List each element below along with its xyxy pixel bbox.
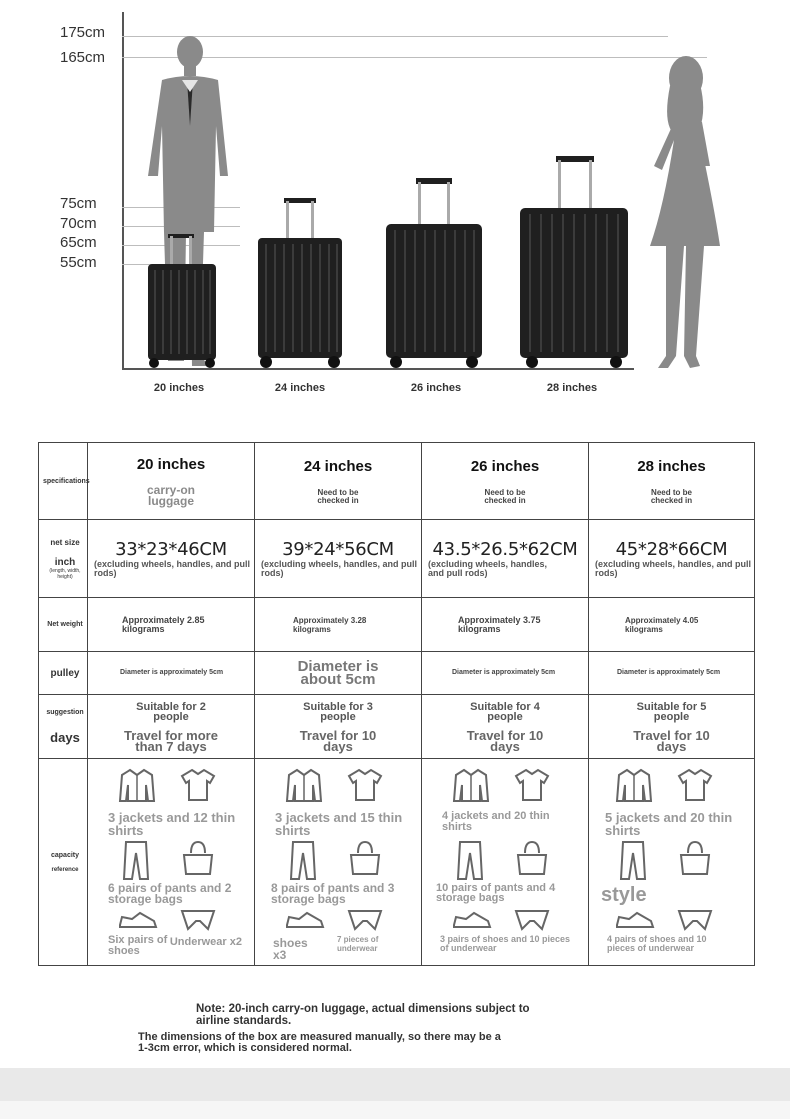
- height-label-55: 55cm: [60, 254, 97, 271]
- days-20: Travel for more than 7 days: [124, 727, 218, 754]
- shirt-icon: [677, 767, 713, 803]
- label-specifications: specifications: [39, 443, 88, 520]
- note-carry-on: Note: 20-inch carry-on luggage, actual dimensions subject to airline standards.: [196, 1003, 530, 1027]
- shoe-icon: [118, 909, 158, 931]
- sub-28: Need to be checked in: [650, 487, 693, 505]
- height-label-175: 175cm: [60, 24, 106, 41]
- col-20-header: [88, 443, 255, 520]
- suggestion-row: [39, 695, 755, 759]
- people-26: Suitable for 4 people: [470, 700, 540, 723]
- jacket-icon: [452, 767, 490, 805]
- label-reference: reference: [51, 866, 79, 873]
- net-size-text: net size: [50, 537, 80, 547]
- weight-26: Approximately 3.75 kilograms: [458, 614, 541, 634]
- label-net-size: [39, 520, 88, 598]
- label-days: days: [50, 729, 80, 745]
- label-capacity-cell: [39, 759, 88, 966]
- label-pulley: pulley: [39, 652, 88, 695]
- dims-20: 33*23*46CM: [115, 539, 227, 560]
- lwh-text: (length, width, height): [49, 567, 81, 580]
- dims-28-cell: [589, 520, 755, 598]
- bag-icon: [514, 839, 550, 877]
- label-suggestion: suggestion: [46, 708, 84, 716]
- shoe-icon: [285, 909, 325, 931]
- pulley-row: [39, 652, 755, 695]
- size-20: 20 inches: [136, 455, 206, 473]
- suggest-28: [589, 695, 755, 759]
- suggest-26: [422, 695, 589, 759]
- pants-icon: [122, 839, 150, 881]
- jacket-icon: [615, 767, 653, 805]
- label-capacity: capacity: [50, 851, 80, 859]
- height-label-75: 75cm: [60, 195, 97, 212]
- bag-icon: [180, 839, 216, 877]
- sub-24: Need to be checked in: [317, 487, 359, 505]
- shirt-icon: [180, 767, 216, 803]
- col-28-header: [589, 443, 755, 520]
- inch-text: inch: [54, 556, 76, 568]
- people-24: Suitable for 3 people: [303, 700, 373, 723]
- spec-header-row: [39, 443, 755, 520]
- dims-24-cell: [255, 520, 422, 598]
- dims-20-cell: [88, 520, 255, 598]
- underwear-icon: [514, 907, 550, 933]
- bag-icon: [347, 839, 383, 877]
- weight-24: Approximately 3.28 kilograms: [293, 615, 367, 634]
- excl-26: (excluding wheels, handles, and pull rods): [428, 559, 548, 578]
- label-net-weight: Net weight: [39, 598, 88, 652]
- cap-c1-20: Six pairs of shoes: [108, 934, 168, 957]
- underwear-icon: [180, 907, 216, 933]
- jacket-icon: [118, 767, 156, 805]
- note-measurement: The dimensions of the box are measured manually, so there may be a 1-3cm error, which is considered normal.: [138, 1031, 501, 1054]
- size-26: 26 inches: [470, 457, 540, 475]
- cap-c1-26: 3 pairs of shoes and 10 pieces of underwear: [440, 934, 571, 953]
- cap-b-28: style: [601, 884, 647, 906]
- people-28: Suitable for 5 people: [636, 700, 707, 723]
- caption-24: 24 inches: [274, 382, 326, 394]
- pulley-24: Diameter is about 5cm: [297, 658, 379, 688]
- cap-c2-20: Underwear x2: [169, 936, 242, 948]
- pants-icon: [289, 839, 317, 881]
- cap-c1-28: 4 pairs of shoes and 10 pieces of underwear: [607, 934, 707, 953]
- net-size-row: [39, 520, 755, 598]
- capacity-24: [255, 759, 422, 966]
- excl-20: (excluding wheels, handles, and pull rods): [94, 559, 251, 578]
- underwear-icon: [347, 907, 383, 933]
- caption-20: 20 inches: [153, 382, 205, 394]
- weight-row: [39, 598, 755, 652]
- dims-24: 39*24*56CM: [282, 539, 394, 560]
- cap-a-20: 3 jackets and 12 thin shirts: [108, 810, 236, 838]
- days-26: Travel for 10 days: [466, 727, 544, 754]
- capacity-row: [39, 759, 755, 966]
- sub-26: Need to be checked in: [484, 487, 526, 505]
- pulley-26: Diameter is approximately 5cm: [452, 669, 556, 676]
- pulley-28: Diameter is approximately 5cm: [617, 669, 721, 676]
- cap-a-24: 3 jackets and 15 thin shirts: [275, 810, 403, 838]
- suggest-24: [255, 695, 422, 759]
- excl-28: (excluding wheels, handles, and pull rods): [595, 559, 752, 578]
- col-24-header: [255, 443, 422, 520]
- height-label-165: 165cm: [60, 49, 106, 66]
- jacket-icon: [285, 767, 323, 805]
- cap-a-26: 4 jackets and 20 thin shirts: [442, 810, 550, 833]
- size-24: 24 inches: [303, 457, 373, 475]
- suitcase-20: [140, 228, 224, 370]
- suitcase-28: [516, 154, 632, 370]
- sub-20: carry-on luggage: [146, 482, 196, 508]
- y-axis: [122, 12, 124, 370]
- people-20: Suitable for 2 people: [136, 700, 206, 723]
- suitcase-26: [382, 176, 486, 370]
- height-label-65: 65cm: [60, 234, 97, 251]
- shoe-icon: [615, 909, 655, 931]
- spec-table: [38, 442, 755, 966]
- pulley-20: Diameter is approximately 5cm: [120, 669, 224, 676]
- weight-20: Approximately 2.85 kilograms: [122, 614, 205, 634]
- pants-icon: [456, 839, 484, 881]
- dims-26-cell: [422, 520, 589, 598]
- suitcase-24: [252, 196, 348, 370]
- height-label-70: 70cm: [60, 215, 97, 232]
- cap-b-24: 8 pairs of pants and 3 storage bags: [271, 881, 395, 906]
- bag-icon: [677, 839, 713, 877]
- days-24: Travel for 10 days: [299, 727, 377, 754]
- shirt-icon: [347, 767, 383, 803]
- shoe-icon: [452, 909, 492, 931]
- suggest-20: [88, 695, 255, 759]
- capacity-26: [422, 759, 589, 966]
- excl-24: (excluding wheels, handles, and pull rods): [261, 559, 418, 578]
- weight-28: Approximately 4.05 kilograms: [625, 615, 699, 634]
- capacity-20: [88, 759, 255, 966]
- cap-c1-24: shoes x3: [273, 936, 308, 962]
- dims-26: 43.5*26.5*62CM: [432, 539, 578, 560]
- bottom-band: [0, 1068, 790, 1102]
- cap-a-28: 5 jackets and 20 thin shirts: [605, 810, 733, 838]
- cap-c2-24: 7 pieces of underwear: [337, 935, 379, 953]
- caption-26: 26 inches: [410, 382, 462, 394]
- size-28: 28 inches: [637, 457, 706, 475]
- cap-b-20: 6 pairs of pants and 2 storage bags: [108, 881, 232, 906]
- pants-icon: [619, 839, 647, 881]
- underwear-icon: [677, 907, 713, 933]
- bottom-strip: [0, 1101, 790, 1119]
- cap-b-26: 10 pairs of pants and 4 storage bags: [436, 882, 556, 904]
- shirt-icon: [514, 767, 550, 803]
- capacity-28: [589, 759, 755, 966]
- dims-28: 45*28*66CM: [615, 539, 728, 560]
- col-26-header: [422, 443, 589, 520]
- label-suggestion-cell: [39, 695, 88, 759]
- days-28: Travel for 10 days: [633, 727, 710, 754]
- caption-28: 28 inches: [546, 382, 598, 394]
- female-silhouette: [638, 56, 724, 370]
